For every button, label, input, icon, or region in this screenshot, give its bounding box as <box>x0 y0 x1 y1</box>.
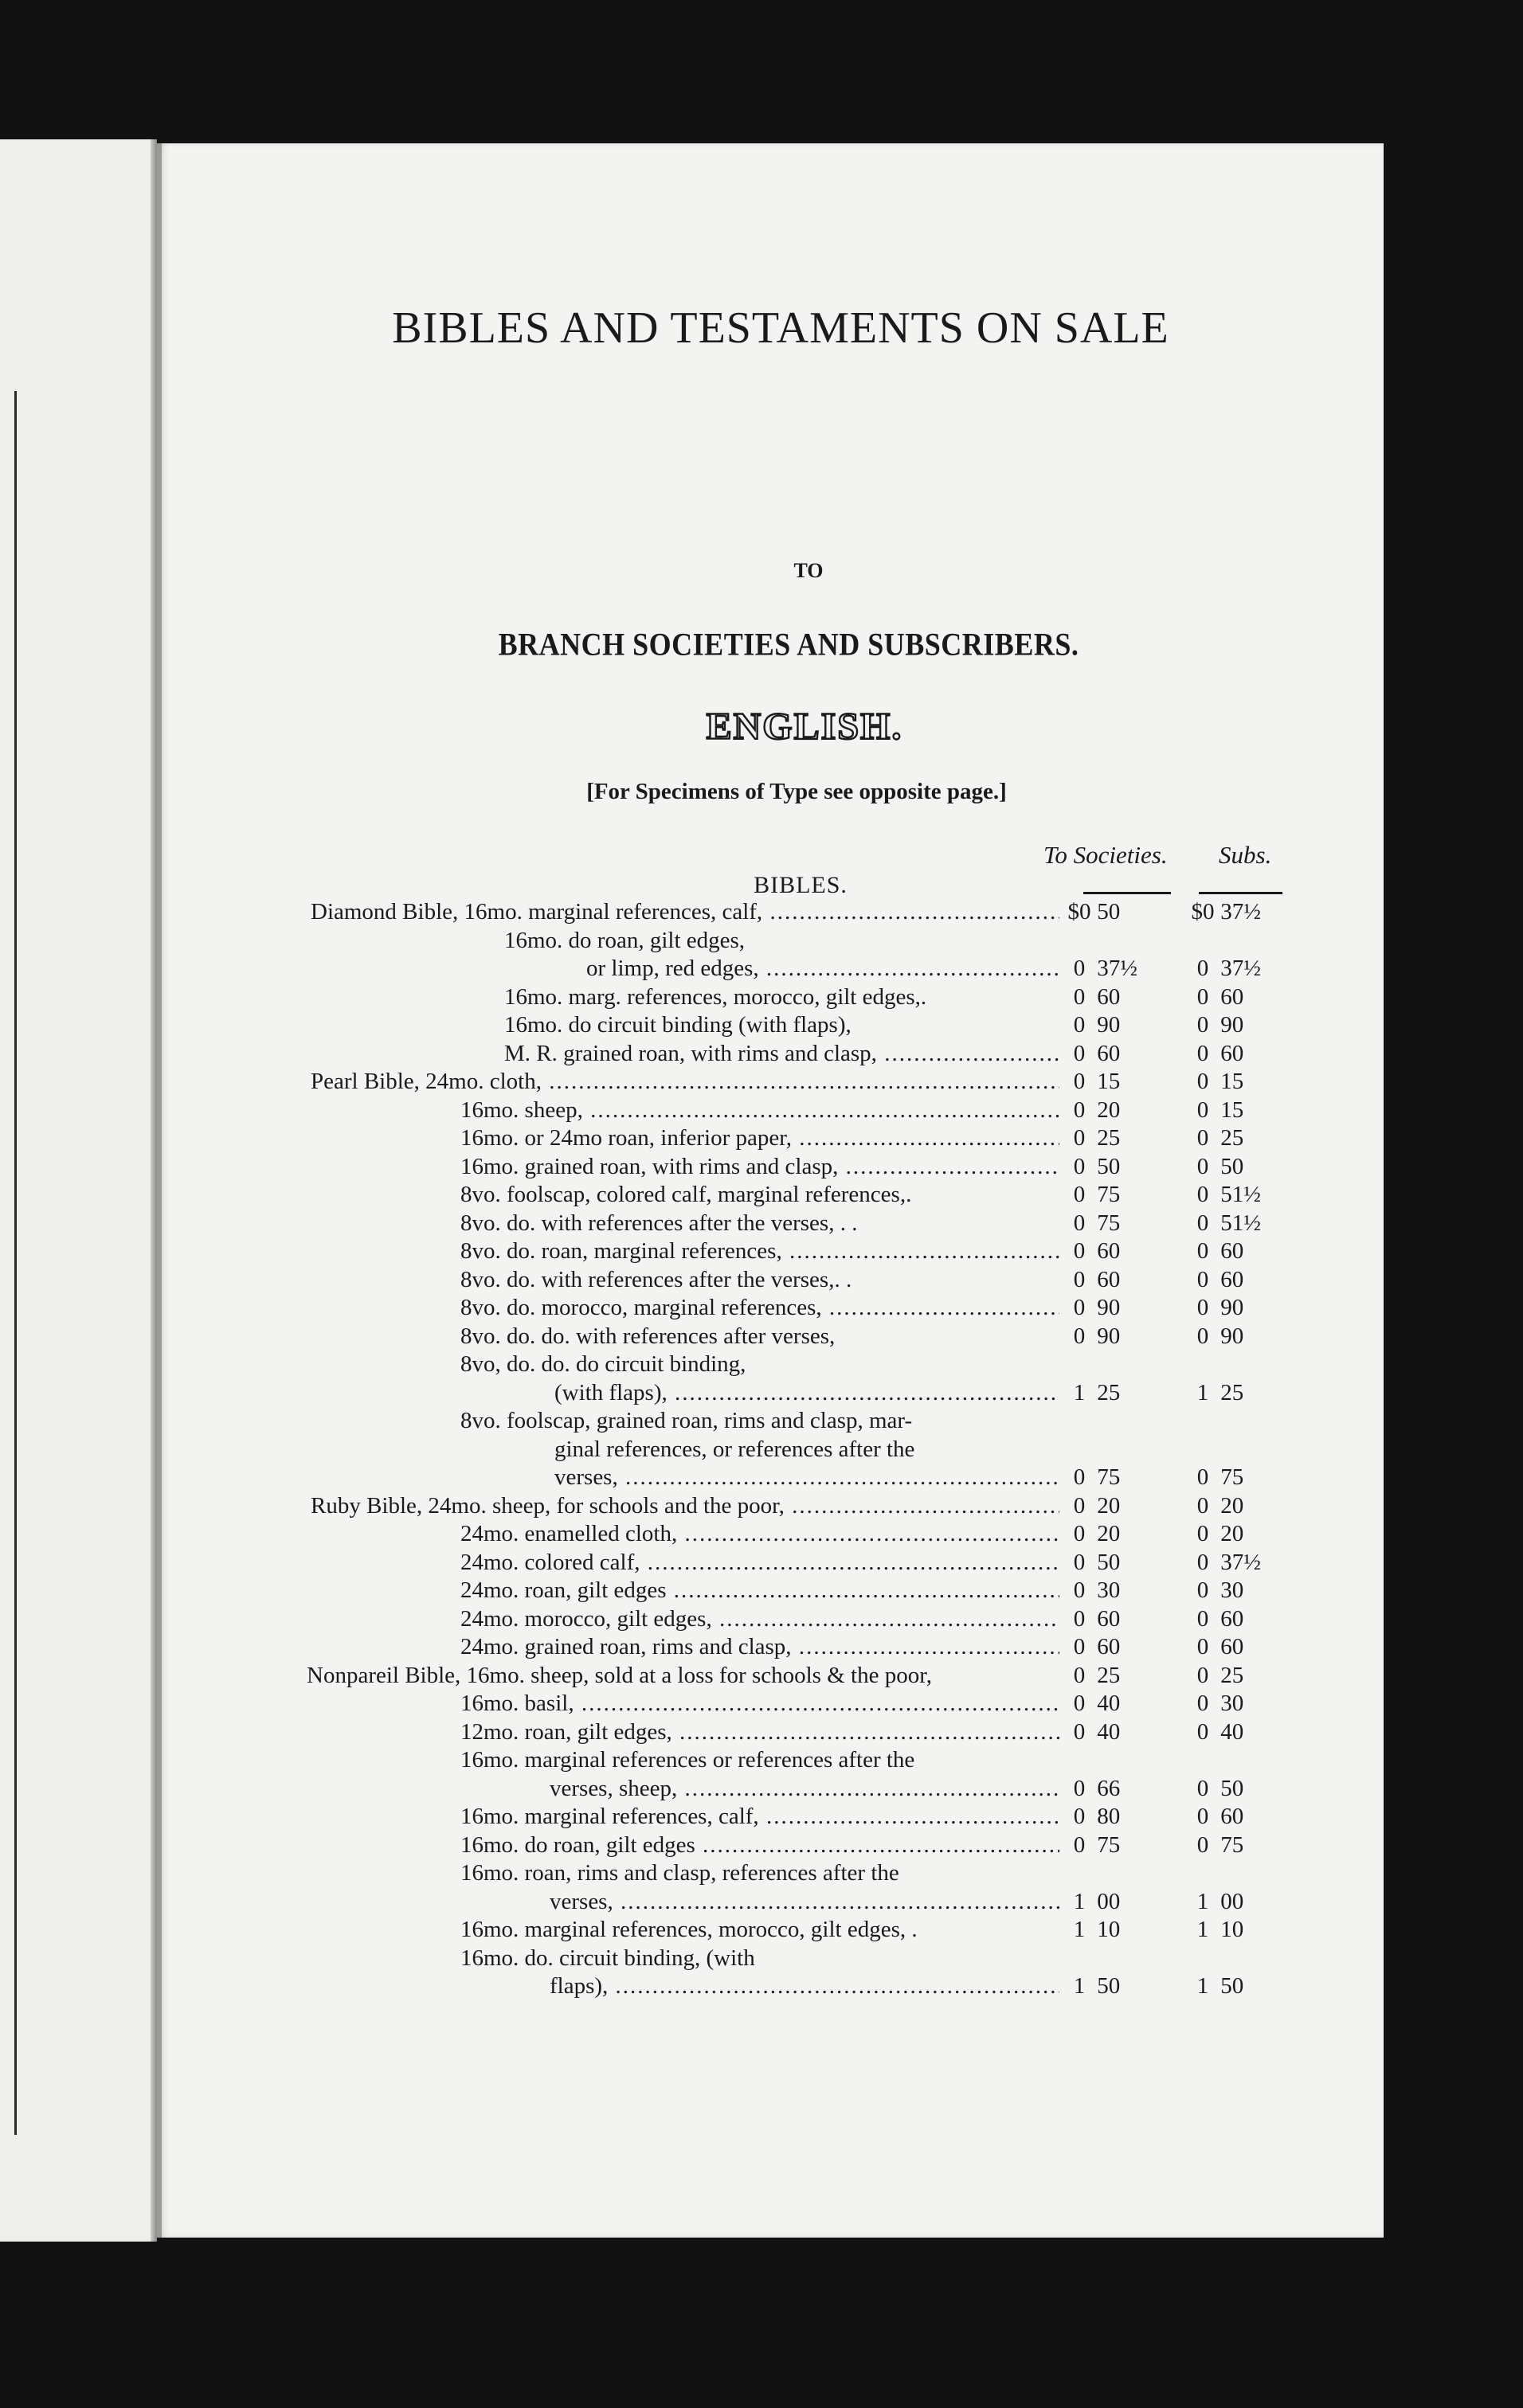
price-subscribers <box>1191 1237 1302 1265</box>
price-cents: 37½ <box>1220 1550 1261 1575</box>
price-dollars: 0 <box>1196 1832 1209 1858</box>
price-societies <box>1067 1237 1187 1265</box>
price-dollars: 0 <box>1196 1776 1209 1801</box>
price-societies <box>1067 1068 1187 1096</box>
price-dollars: 0 <box>1196 1521 1209 1546</box>
price-dollars: 1 <box>1073 1917 1086 1942</box>
item-description: ginal references, or references after the <box>554 1437 915 1462</box>
price-dollars: 0 <box>1073 1550 1086 1575</box>
item-description: 24mo. colored calf, ..... <box>460 1549 1059 1577</box>
price-cents: 60 <box>1097 1267 1121 1292</box>
item-description: 8vo, do. do. do circuit binding, <box>460 1351 746 1377</box>
table-row <box>311 1266 1306 1294</box>
item-description: 16mo. marginal references, morocco, gilt edges, . <box>460 1917 918 1942</box>
item-description: verses, ..... <box>554 1464 1059 1491</box>
price-cents: 90 <box>1220 1012 1244 1038</box>
price-dollars: 0 <box>1196 1323 1209 1349</box>
price-societies <box>1067 898 1187 926</box>
price-cents: 60 <box>1220 1804 1244 1829</box>
price-cents: 60 <box>1220 1634 1244 1659</box>
table-row <box>307 1662 1306 1690</box>
price-dollars: 0 <box>1073 1634 1086 1659</box>
price-cents: 25 <box>1097 1125 1121 1151</box>
price-cents: 90 <box>1220 1323 1244 1349</box>
price-subscribers <box>1191 1662 1302 1690</box>
price-cents: 75 <box>1220 1464 1244 1490</box>
item-description: 16mo. roan, rims and clasp, references after the <box>460 1860 899 1886</box>
price-dollars: 0 <box>1073 956 1086 981</box>
table-row <box>311 1323 1306 1351</box>
price-subscribers <box>1191 1831 1302 1859</box>
price-dollars: $0 <box>1067 899 1091 924</box>
group-heading-bibles: BIBLES. <box>754 872 848 898</box>
section-heading: ENGLISH. <box>706 706 903 748</box>
price-cents: 75 <box>1097 1464 1121 1490</box>
price-cents: 20 <box>1220 1521 1244 1546</box>
price-dollars: 0 <box>1073 1691 1086 1716</box>
price-subscribers <box>1191 1210 1302 1237</box>
table-row <box>311 1011 1306 1039</box>
price-dollars: 0 <box>1196 984 1209 1010</box>
page-fold-edge <box>157 143 162 2238</box>
table-row <box>311 1577 1306 1605</box>
item-description: (with flaps), ..... <box>554 1379 1059 1407</box>
item-description: Diamond Bible, 16mo. marginal references, calf, ..... <box>311 898 1059 926</box>
item-description: flaps), ..... <box>550 1972 1059 2000</box>
price-subscribers <box>1191 1718 1302 1746</box>
table-row <box>311 1464 1306 1491</box>
price-dollars: 0 <box>1196 1041 1209 1066</box>
price-dollars: 0 <box>1196 1464 1209 1490</box>
price-dollars: 0 <box>1073 1606 1086 1632</box>
item-description: M. R. grained roan, with rims and clasp, ..... <box>504 1040 1059 1068</box>
price-cents: 20 <box>1097 1521 1121 1546</box>
price-subscribers <box>1191 1633 1302 1661</box>
item-description: verses, sheep, ..... <box>550 1775 1059 1803</box>
price-dollars: 0 <box>1196 1550 1209 1575</box>
price-cents: 75 <box>1220 1832 1244 1858</box>
price-dollars: 0 <box>1073 1663 1086 1688</box>
price-subscribers <box>1191 1492 1302 1520</box>
price-subscribers <box>1191 1690 1302 1718</box>
price-cents: 75 <box>1097 1210 1121 1236</box>
price-dollars: 0 <box>1073 1719 1086 1745</box>
table-row <box>311 1549 1306 1577</box>
table-row <box>311 1379 1306 1407</box>
price-cents: 60 <box>1097 1041 1121 1066</box>
column-rule-subscribers <box>1199 892 1282 894</box>
price-cents: 25 <box>1220 1380 1244 1405</box>
price-cents: 90 <box>1097 1012 1121 1038</box>
price-dollars: 1 <box>1196 1973 1209 1999</box>
price-subscribers <box>1191 1577 1302 1605</box>
item-description: 8vo. do. do. with references after verses, <box>460 1323 836 1349</box>
item-description: verses, ..... <box>550 1888 1059 1916</box>
price-cents: 50 <box>1097 1154 1121 1179</box>
table-row <box>311 1520 1306 1548</box>
price-societies <box>1067 1096 1187 1124</box>
price-dollars: 0 <box>1196 1154 1209 1179</box>
price-dollars: 0 <box>1073 1464 1086 1490</box>
price-cents: 50 <box>1097 1550 1121 1575</box>
price-societies <box>1067 1718 1187 1746</box>
item-description: 16mo. do roan, gilt edges, <box>504 928 746 953</box>
price-dollars: 0 <box>1196 1577 1209 1603</box>
price-cents: 25 <box>1097 1380 1121 1405</box>
price-cents: 15 <box>1097 1069 1121 1094</box>
price-societies <box>1067 1916 1187 1944</box>
price-subscribers <box>1191 1379 1302 1407</box>
price-dollars: 0 <box>1196 1210 1209 1236</box>
price-cents: 51½ <box>1220 1210 1261 1236</box>
item-description: 8vo. foolscap, colored calf, marginal references,. <box>460 1182 912 1207</box>
table-row <box>311 1124 1306 1152</box>
price-cents: 50 <box>1097 899 1121 924</box>
price-cents: 40 <box>1097 1691 1121 1716</box>
price-cents: 37½ <box>1220 956 1261 981</box>
table-row <box>311 1210 1306 1237</box>
price-cents: 20 <box>1097 1097 1121 1123</box>
price-dollars: 0 <box>1196 1267 1209 1292</box>
price-dollars: 0 <box>1196 1691 1209 1716</box>
table-row <box>311 1831 1306 1859</box>
price-societies <box>1067 1153 1187 1181</box>
price-dollars: 0 <box>1196 1125 1209 1151</box>
price-subscribers <box>1191 955 1302 983</box>
price-dollars: 0 <box>1196 1493 1209 1519</box>
item-description: Ruby Bible, 24mo. sheep, for schools and the poor, ..... <box>311 1492 1059 1520</box>
price-dollars: 0 <box>1196 1606 1209 1632</box>
price-societies <box>1067 1492 1187 1520</box>
table-row <box>311 1690 1306 1718</box>
price-cents: 37½ <box>1097 956 1137 981</box>
item-description: 16mo. marginal references or references after the <box>460 1747 915 1773</box>
price-societies <box>1067 1040 1187 1068</box>
price-subscribers <box>1191 983 1302 1011</box>
table-row <box>311 1605 1306 1633</box>
price-societies <box>1067 1972 1187 2000</box>
price-dollars: 0 <box>1196 1663 1209 1688</box>
price-dollars: 0 <box>1196 956 1209 981</box>
left-page-gutter <box>151 139 157 2242</box>
page-title: BIBLES AND TESTAMENTS ON SALE <box>392 303 1169 353</box>
table-row <box>311 1718 1306 1746</box>
price-societies <box>1067 1803 1187 1831</box>
price-dollars: 1 <box>1196 1889 1209 1914</box>
table-row <box>311 1775 1306 1803</box>
price-subscribers <box>1191 1011 1302 1039</box>
price-cents: 60 <box>1097 1634 1121 1659</box>
price-dollars: 0 <box>1073 1832 1086 1858</box>
table-row <box>311 1746 1306 1774</box>
price-dollars: 0 <box>1073 1125 1086 1151</box>
price-dollars: 0 <box>1073 1776 1086 1801</box>
price-cents: 75 <box>1097 1832 1121 1858</box>
price-cents: 15 <box>1220 1069 1244 1094</box>
item-description: 16mo. basil, ..... <box>460 1690 1059 1718</box>
price-subscribers <box>1191 1266 1302 1294</box>
price-dollars: 0 <box>1196 1804 1209 1829</box>
item-description: 16mo. marginal references, calf, ..... <box>460 1803 1059 1831</box>
price-cents: 30 <box>1220 1577 1244 1603</box>
price-societies <box>1067 1888 1187 1916</box>
item-description: 16mo. or 24mo roan, inferior paper, ..... <box>460 1124 1059 1152</box>
price-cents: 15 <box>1220 1097 1244 1123</box>
price-societies <box>1067 1323 1187 1351</box>
item-description: 16mo. do. circuit binding, (with <box>460 1945 755 1971</box>
price-societies <box>1067 1266 1187 1294</box>
item-description: 8vo. do. with references after the verses,. . <box>460 1267 852 1292</box>
price-societies <box>1067 1011 1187 1039</box>
item-description: Pearl Bible, 24mo. cloth, ..... <box>311 1068 1059 1096</box>
table-row <box>311 1633 1306 1661</box>
price-dollars: 0 <box>1073 1041 1086 1066</box>
item-description: 16mo. marg. references, morocco, gilt edges,. <box>504 984 927 1010</box>
price-dollars: 0 <box>1196 1295 1209 1320</box>
price-societies <box>1067 1379 1187 1407</box>
table-row <box>311 898 1306 926</box>
price-societies <box>1067 1294 1187 1322</box>
price-dollars: 0 <box>1073 1323 1086 1349</box>
price-societies <box>1067 1464 1187 1491</box>
price-cents: 10 <box>1097 1917 1121 1942</box>
price-societies <box>1067 1124 1187 1152</box>
price-subscribers <box>1191 1803 1302 1831</box>
price-societies <box>1067 1520 1187 1548</box>
item-description: 8vo. foolscap, grained roan, rims and clasp, mar- <box>460 1408 913 1433</box>
price-dollars: 0 <box>1073 1521 1086 1546</box>
table-row <box>311 1972 1306 2000</box>
price-societies <box>1067 1577 1187 1605</box>
price-societies <box>1067 1831 1187 1859</box>
price-cents: 30 <box>1220 1691 1244 1716</box>
page-subtitle: BRANCH SOCIETIES AND SUBSCRIBERS. <box>498 626 1079 663</box>
price-cents: 10 <box>1220 1917 1244 1942</box>
price-dollars: 0 <box>1073 1804 1086 1829</box>
price-cents: 50 <box>1220 1154 1244 1179</box>
price-cents: 75 <box>1097 1182 1121 1207</box>
column-header-societies: To Societies. <box>1043 841 1168 869</box>
table-row <box>311 1407 1306 1435</box>
table-row <box>311 1096 1306 1124</box>
table-row <box>311 1803 1306 1831</box>
price-cents: 90 <box>1097 1323 1121 1349</box>
price-cents: 60 <box>1097 1606 1121 1632</box>
price-dollars: 0 <box>1073 1012 1086 1038</box>
price-dollars: 0 <box>1196 1182 1209 1207</box>
price-cents: 50 <box>1220 1776 1244 1801</box>
item-description: 12mo. roan, gilt edges, ..... <box>460 1718 1059 1746</box>
price-dollars: 0 <box>1196 1719 1209 1745</box>
price-dollars: 0 <box>1073 1154 1086 1179</box>
item-description: 8vo. do. morocco, marginal references, ..... <box>460 1294 1059 1322</box>
price-cents: 66 <box>1097 1776 1121 1801</box>
price-dollars: 0 <box>1073 984 1086 1010</box>
price-dollars: 0 <box>1196 1012 1209 1038</box>
item-description: 16mo. grained roan, with rims and clasp, ..... <box>460 1153 1059 1181</box>
price-cents: 40 <box>1220 1719 1244 1745</box>
price-subscribers <box>1191 1040 1302 1068</box>
price-cents: 20 <box>1097 1493 1121 1519</box>
table-row <box>311 983 1306 1011</box>
price-cents: 60 <box>1097 984 1121 1010</box>
price-dollars: 0 <box>1196 1097 1209 1123</box>
price-cents: 30 <box>1097 1577 1121 1603</box>
table-row <box>311 1916 1306 1944</box>
price-subscribers <box>1191 1181 1302 1209</box>
price-dollars: 0 <box>1073 1493 1086 1519</box>
table-row <box>311 1859 1306 1887</box>
price-dollars: 0 <box>1073 1295 1086 1320</box>
price-cents: 90 <box>1220 1295 1244 1320</box>
price-dollars: 0 <box>1073 1182 1086 1207</box>
item-description: Nonpareil Bible, 16mo. sheep, sold at a loss for schools & the poor, <box>307 1663 932 1688</box>
table-row <box>311 1153 1306 1181</box>
price-cents: 60 <box>1220 1041 1244 1066</box>
price-subscribers <box>1191 1972 1302 2000</box>
price-dollars: 1 <box>1073 1889 1086 1914</box>
table-row <box>311 927 1306 955</box>
price-societies <box>1067 1775 1187 1803</box>
table-row <box>311 1040 1306 1068</box>
price-cents: 51½ <box>1220 1182 1261 1207</box>
price-dollars: 0 <box>1196 1634 1209 1659</box>
item-description: 16mo. sheep, ..... <box>460 1096 1059 1124</box>
price-societies <box>1067 1633 1187 1661</box>
price-cents: 60 <box>1220 1238 1244 1264</box>
price-societies <box>1067 1210 1187 1237</box>
title-to: TO <box>793 559 824 582</box>
price-subscribers <box>1191 1775 1302 1803</box>
price-subscribers <box>1191 1605 1302 1633</box>
price-dollars: 0 <box>1073 1577 1086 1603</box>
table-row <box>311 1888 1306 1916</box>
price-cents: 90 <box>1097 1295 1121 1320</box>
item-description: 24mo. morocco, gilt edges, ..... <box>460 1605 1059 1633</box>
price-dollars: 1 <box>1196 1380 1209 1405</box>
table-row <box>311 1492 1306 1520</box>
price-dollars: 0 <box>1196 1069 1209 1094</box>
table-row <box>311 955 1306 983</box>
price-subscribers <box>1191 1888 1302 1916</box>
price-dollars: $0 <box>1191 899 1215 924</box>
price-cents: 00 <box>1097 1889 1121 1914</box>
price-dollars: 1 <box>1073 1380 1086 1405</box>
price-societies <box>1067 955 1187 983</box>
price-subscribers <box>1191 1096 1302 1124</box>
price-subscribers <box>1191 898 1302 926</box>
column-rule-societies <box>1083 892 1171 894</box>
price-cents: 80 <box>1097 1804 1121 1829</box>
price-societies <box>1067 1605 1187 1633</box>
price-dollars: 1 <box>1073 1973 1086 1999</box>
price-dollars: 0 <box>1073 1210 1086 1236</box>
item-description: 24mo. enamelled cloth, ..... <box>460 1520 1059 1548</box>
price-subscribers <box>1191 1124 1302 1152</box>
item-description: or limp, red edges, ..... <box>586 955 1059 983</box>
price-dollars: 0 <box>1073 1267 1086 1292</box>
price-dollars: 0 <box>1196 1238 1209 1264</box>
column-header-subscribers: Subs. <box>1219 841 1272 869</box>
table-row <box>311 1351 1306 1378</box>
table-row <box>311 1181 1306 1209</box>
price-cents: 60 <box>1220 984 1244 1010</box>
table-row <box>311 1436 1306 1464</box>
item-description: 24mo. roan, gilt edges ..... <box>460 1577 1059 1605</box>
item-description: 16mo. do circuit binding (with flaps), <box>504 1012 852 1038</box>
price-cents: 00 <box>1220 1889 1244 1914</box>
price-cents: 25 <box>1097 1663 1121 1688</box>
price-subscribers <box>1191 1916 1302 1944</box>
price-societies <box>1067 983 1187 1011</box>
item-description: 16mo. do roan, gilt edges ..... <box>460 1831 1059 1859</box>
price-societies <box>1067 1690 1187 1718</box>
item-description: 8vo. do. roan, marginal references, ..... <box>460 1237 1059 1265</box>
price-subscribers <box>1191 1294 1302 1322</box>
price-cents: 60 <box>1220 1267 1244 1292</box>
price-dollars: 0 <box>1073 1069 1086 1094</box>
price-subscribers <box>1191 1323 1302 1351</box>
price-cents: 25 <box>1220 1663 1244 1688</box>
price-dollars: 0 <box>1073 1097 1086 1123</box>
left-facing-page <box>0 139 157 2242</box>
price-cents: 50 <box>1097 1973 1121 1999</box>
price-subscribers <box>1191 1520 1302 1548</box>
price-subscribers <box>1191 1549 1302 1577</box>
item-description: 24mo. grained roan, rims and clasp, ..... <box>460 1633 1059 1661</box>
price-cents: 37½ <box>1220 899 1261 924</box>
price-cents: 50 <box>1220 1973 1244 1999</box>
price-societies <box>1067 1662 1187 1690</box>
price-cents: 60 <box>1097 1238 1121 1264</box>
left-page-border-rule <box>0 391 17 2135</box>
price-subscribers <box>1191 1068 1302 1096</box>
price-dollars: 1 <box>1196 1917 1209 1942</box>
type-specimen-note: [For Specimens of Type see opposite page.] <box>586 779 1007 804</box>
price-subscribers <box>1191 1464 1302 1491</box>
price-cents: 20 <box>1220 1493 1244 1519</box>
price-cents: 60 <box>1220 1606 1244 1632</box>
price-societies <box>1067 1549 1187 1577</box>
price-dollars: 0 <box>1073 1238 1086 1264</box>
item-description: 8vo. do. with references after the verses, . . <box>460 1210 858 1236</box>
price-subscribers <box>1191 1153 1302 1181</box>
price-cents: 25 <box>1220 1125 1244 1151</box>
table-row <box>311 1237 1306 1265</box>
table-row <box>311 1068 1306 1096</box>
table-row <box>311 1945 1306 1972</box>
table-row <box>311 1294 1306 1322</box>
price-cents: 40 <box>1097 1719 1121 1745</box>
price-societies <box>1067 1181 1187 1209</box>
